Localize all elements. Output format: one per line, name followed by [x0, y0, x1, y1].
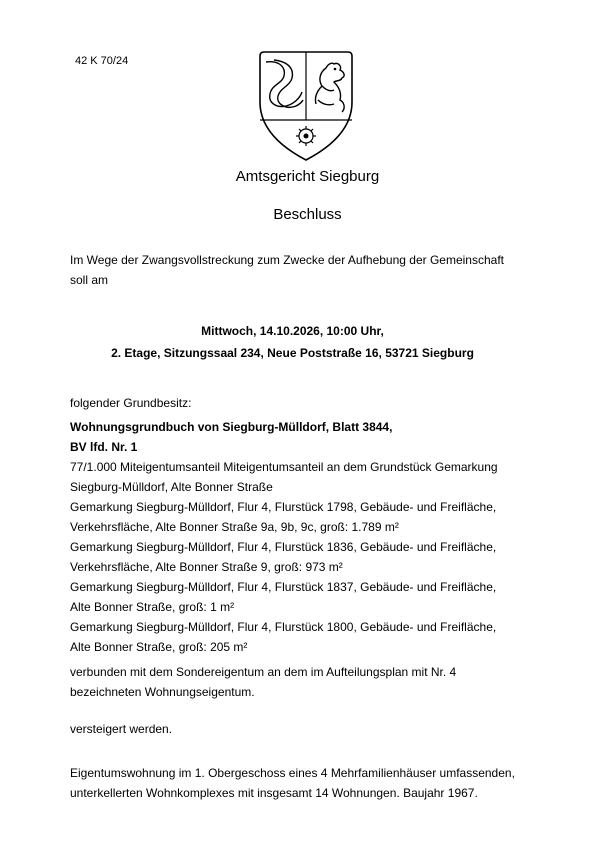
termin-location: 2. Etage, Sitzungssaal 234, Neue Poststraße 16, 53721 Siegburg	[111, 346, 474, 360]
grundbesitz-block	[70, 417, 540, 657]
sondereigentum-line: verbunden mit dem Sondereigentum an dem im Aufteilungsplan mit Nr. 4	[70, 665, 457, 679]
beschreibung-line: unterkellerten Wohnkomplexes mit insgesamt 14 Wohnungen. Baujahr 1967.	[70, 786, 478, 800]
case-number: 42 K 70/24	[75, 55, 129, 67]
grundbuch-line: BV lfd. Nr. 1	[70, 440, 138, 454]
grundbuch-line: Wohnungsgrundbuch von Siegburg-Mülldorf, Blatt 3844,	[70, 420, 393, 434]
grundbesitz-line: Gemarkung Siegburg-Mülldorf, Flur 4, Flurstück 1800, Gebäude- und Freifläche,	[70, 620, 497, 634]
nrw-coat-of-arms-icon	[256, 50, 356, 162]
grundbesitz-line: Verkehrsfläche, Alte Bonner Straße 9, groß: 973 m²	[70, 560, 343, 574]
intro-line: Im Wege der Zwangsvollstreckung zum Zwecke der Aufhebung der Gemeinschaft	[70, 253, 504, 267]
beschreibung-paragraph	[70, 763, 540, 803]
sondereigentum-line: bezeichneten Wohnungseigentum.	[70, 685, 255, 699]
termin-block	[0, 320, 585, 364]
grundbesitz-line: Alte Bonner Straße, groß: 1 m²	[70, 600, 235, 614]
grundbesitz-line: Alte Bonner Straße, groß: 205 m²	[70, 640, 248, 654]
grundbesitz-line: Verkehrsfläche, Alte Bonner Straße 9a, 9b, 9c, groß: 1.789 m²	[70, 520, 399, 534]
sondereigentum-paragraph	[70, 662, 540, 702]
intro-line: soll am	[70, 273, 109, 287]
document-title: Beschluss	[273, 206, 342, 223]
grundbesitz-label: folgender Grundbesitz:	[70, 396, 192, 410]
grundbesitz-line: Gemarkung Siegburg-Mülldorf, Flur 4, Flurstück 1836, Gebäude- und Freifläche,	[70, 540, 497, 554]
court-name: Amtsgericht Siegburg	[235, 168, 380, 185]
grundbesitz-line: Gemarkung Siegburg-Mülldorf, Flur 4, Flurstück 1837, Gebäude- und Freifläche,	[70, 580, 497, 594]
versteigert-text: versteigert werden.	[70, 722, 173, 736]
intro-paragraph	[70, 250, 540, 290]
grundbesitz-line: 77/1.000 Miteigentumsanteil Miteigentumsanteil an dem Grundstück Gemarkung	[70, 460, 498, 474]
grundbesitz-line: Gemarkung Siegburg-Mülldorf, Flur 4, Flurstück 1798, Gebäude- und Freifläche,	[70, 500, 497, 514]
grundbesitz-line: Siegburg-Mülldorf, Alte Bonner Straße	[70, 480, 273, 494]
beschreibung-line: Eigentumswohnung im 1. Obergeschoss eines 4 Mehrfamilienhäuser umfassenden,	[70, 766, 515, 780]
termin-date: Mittwoch, 14.10.2026, 10:00 Uhr,	[201, 324, 384, 338]
